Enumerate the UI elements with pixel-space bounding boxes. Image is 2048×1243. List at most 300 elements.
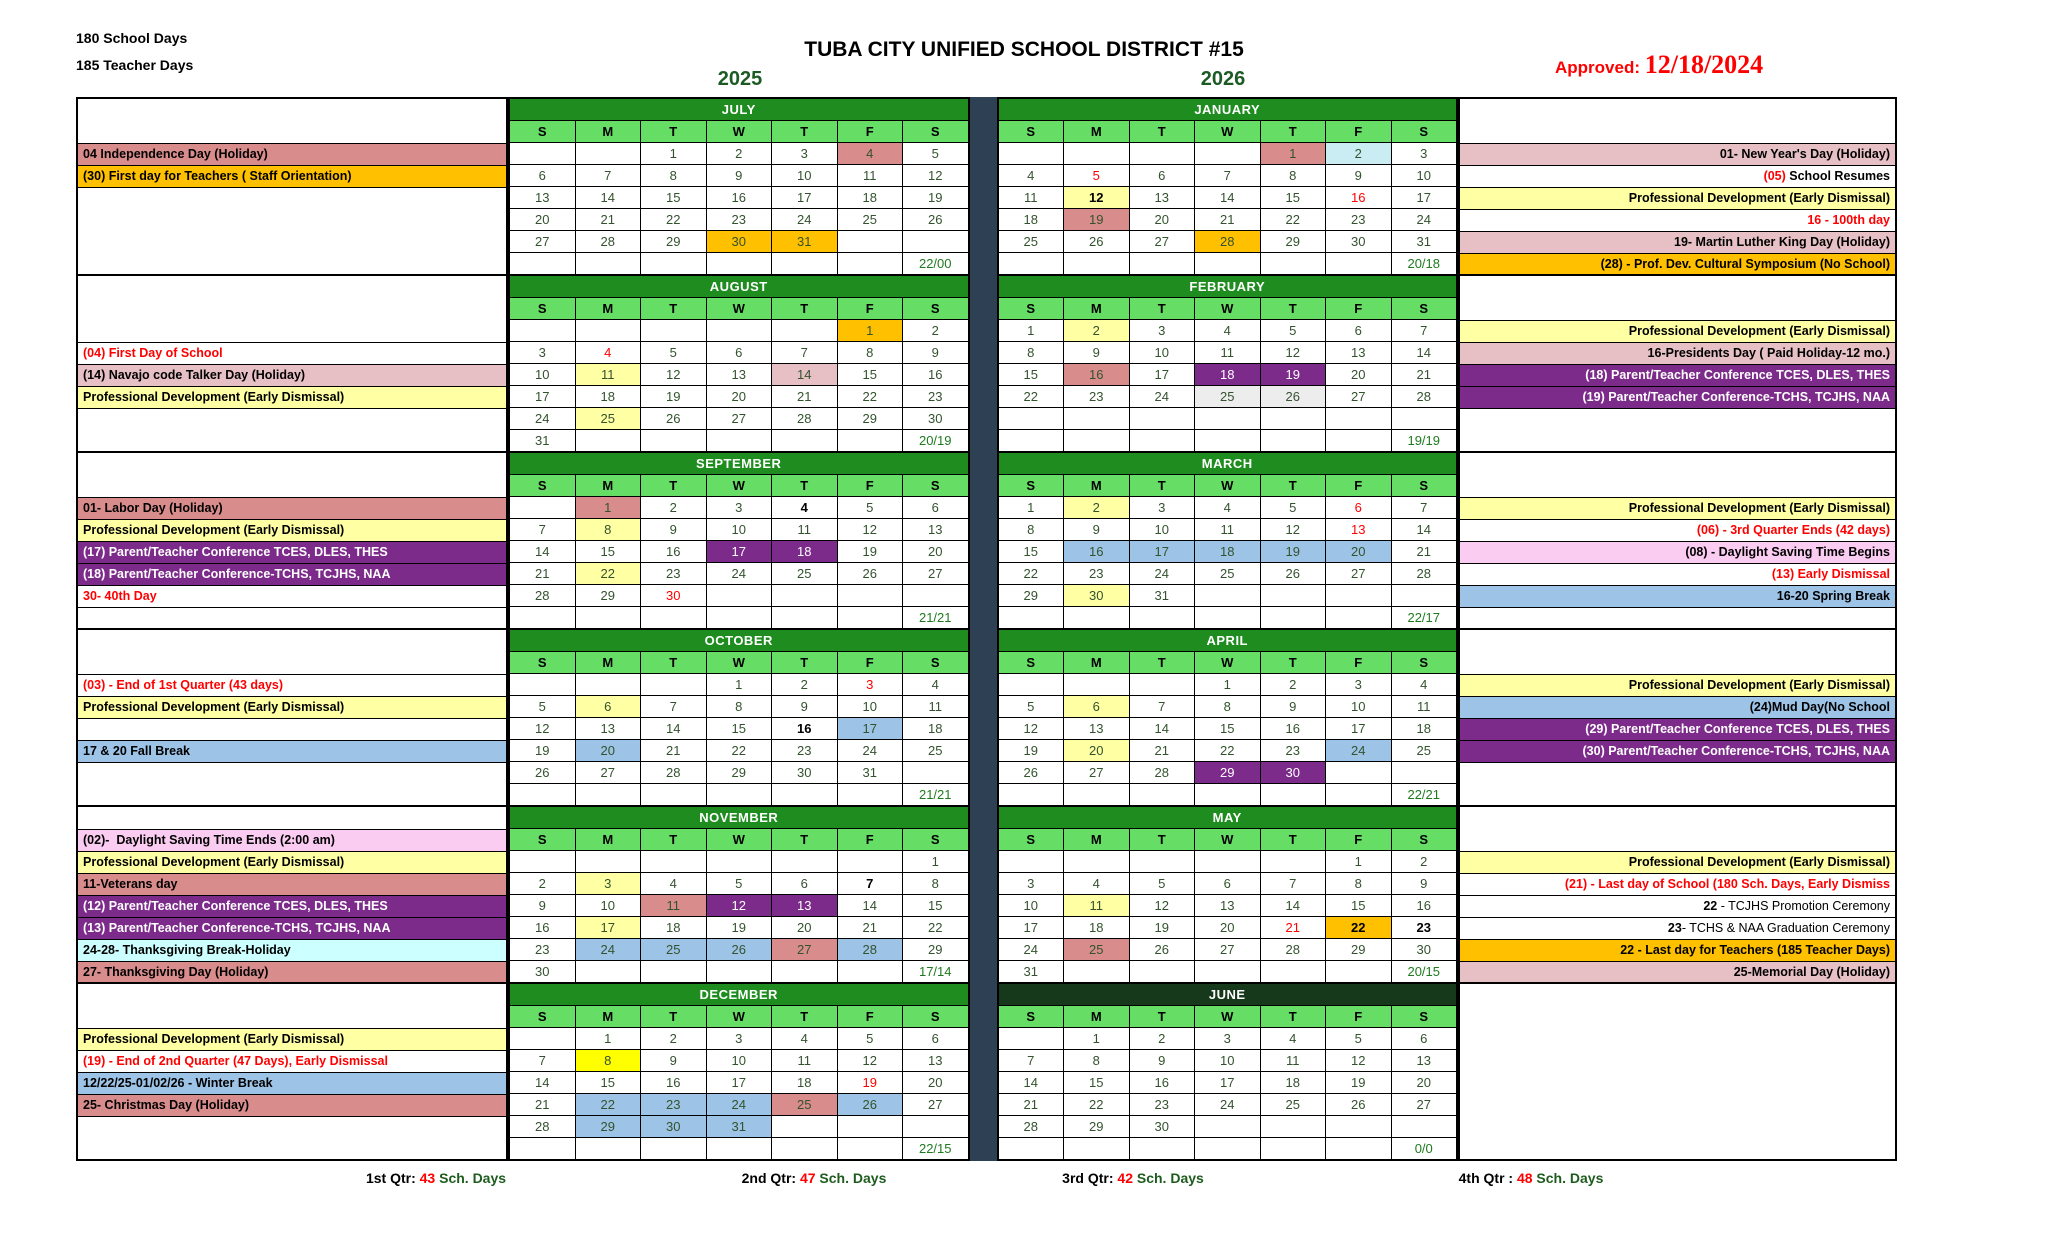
day-cell: 14	[641, 718, 706, 739]
day-cell	[1130, 607, 1195, 628]
month-title-may: MAY	[999, 807, 1457, 828]
annotation	[78, 519, 506, 542]
day-cell: 31	[772, 231, 837, 252]
weekday-header: S	[999, 475, 1064, 496]
center-divider	[970, 982, 997, 1161]
day-cell: 30	[772, 762, 837, 783]
annotation	[78, 1072, 506, 1095]
annotation	[1460, 364, 1895, 387]
day-cell: 22	[903, 917, 968, 938]
annotation-text: (13) Early Dismissal	[1771, 567, 1890, 581]
annotation	[78, 585, 506, 608]
day-cell: 11	[1392, 696, 1457, 717]
annotation	[78, 1028, 506, 1051]
month-title-december: DECEMBER	[510, 984, 968, 1005]
day-cell	[903, 762, 968, 783]
day-cell: 8	[903, 873, 968, 894]
day-cell	[1195, 607, 1260, 628]
weekday-header: S	[903, 121, 968, 142]
month-title-october: OCTOBER	[510, 630, 968, 651]
day-cell	[641, 430, 706, 451]
annotation-text: Professional Development (Early Dismissal)	[1628, 191, 1890, 205]
right-annotation-column	[1458, 805, 1897, 984]
day-cell: 27	[1195, 939, 1260, 960]
weekday-header: S	[510, 829, 575, 850]
day-cell: 23	[641, 563, 706, 584]
day-cell: 21	[510, 1094, 575, 1115]
annotation-text: (28) - Prof. Dev. Cultural Symposium (No School)	[1600, 257, 1890, 271]
day-cell: 11	[576, 364, 641, 385]
annotation	[1460, 187, 1895, 210]
day-cell: 9	[903, 342, 968, 363]
day-cell: 15	[1326, 895, 1391, 916]
month-total: 21/21	[903, 607, 968, 628]
day-cell: 16	[1261, 718, 1326, 739]
annotation	[78, 873, 506, 896]
weekday-header: F	[1326, 829, 1391, 850]
day-cell	[772, 430, 837, 451]
day-cell: 30	[1064, 585, 1129, 606]
day-cell: 6	[510, 165, 575, 186]
annotation-text: (14) Navajo code Talker Day (Holiday)	[83, 368, 306, 382]
day-cell: 27	[1392, 1094, 1457, 1115]
school-days-label: 180 School Days	[76, 30, 188, 46]
right-annotation-column	[1458, 274, 1897, 453]
day-cell: 5	[1064, 165, 1129, 186]
annotation-text: - TCJHS Promotion Ceremony	[1717, 899, 1890, 913]
day-cell: 22	[576, 563, 641, 584]
day-cell: 15	[707, 718, 772, 739]
day-cell: 5	[838, 497, 903, 518]
day-cell: 12	[1261, 519, 1326, 540]
month-total: 17/14	[903, 961, 968, 982]
day-cell	[1261, 607, 1326, 628]
annotation	[78, 497, 506, 520]
annotation-text: - TCHS & NAA Graduation Ceremony	[1681, 921, 1890, 935]
annotation-text: 27- Thanksgiving Day (Holiday)	[83, 965, 269, 979]
weekday-header: S	[999, 1006, 1064, 1027]
day-cell: 1	[641, 143, 706, 164]
annotation	[78, 364, 506, 387]
annotation-text: 22	[1703, 899, 1718, 913]
annotation	[1460, 851, 1895, 874]
day-cell: 15	[576, 1072, 641, 1093]
annotation-text: 11-Veterans day	[83, 877, 178, 891]
day-cell: 22	[1261, 209, 1326, 230]
day-cell	[999, 430, 1064, 451]
annotation	[1460, 541, 1895, 564]
day-cell: 9	[510, 895, 575, 916]
calendar-block	[76, 628, 1897, 807]
day-cell: 20	[1064, 740, 1129, 761]
month-total: 0/0	[1392, 1138, 1457, 1159]
annotation	[1460, 740, 1895, 763]
day-cell: 24	[1130, 563, 1195, 584]
weekday-header: M	[1064, 475, 1129, 496]
day-cell	[707, 607, 772, 628]
day-cell: 5	[903, 143, 968, 164]
day-cell	[510, 1138, 575, 1159]
day-cell: 8	[1326, 873, 1391, 894]
day-cell: 25	[1195, 386, 1260, 407]
day-cell: 26	[1261, 563, 1326, 584]
day-cell: 19	[903, 187, 968, 208]
annotation	[1460, 253, 1895, 276]
day-cell	[1195, 143, 1260, 164]
day-cell: 29	[1326, 939, 1391, 960]
day-cell: 17	[576, 917, 641, 938]
day-cell: 23	[903, 386, 968, 407]
day-cell: 18	[772, 541, 837, 562]
day-cell	[838, 851, 903, 872]
day-cell	[1326, 408, 1391, 429]
day-cell: 2	[1326, 143, 1391, 164]
year-left: 2025	[717, 68, 763, 90]
annotation-text: (30) Parent/Teacher Conference-TCHS, TCJHS, NAA	[1582, 744, 1890, 758]
day-cell	[999, 408, 1064, 429]
day-cell: 10	[707, 519, 772, 540]
quarter-total: 3rd Qtr: 42 Sch. Days	[1062, 1170, 1204, 1186]
day-cell: 9	[1326, 165, 1391, 186]
day-cell	[1392, 762, 1457, 783]
weekday-header: S	[903, 652, 968, 673]
day-cell: 9	[1392, 873, 1457, 894]
day-cell: 19	[1130, 917, 1195, 938]
day-cell	[641, 961, 706, 982]
day-cell: 1	[1195, 674, 1260, 695]
day-cell: 18	[999, 209, 1064, 230]
annotation	[78, 740, 506, 763]
day-cell: 18	[838, 187, 903, 208]
annotation-text: Professional Development (Early Dismissal)	[83, 700, 345, 714]
annotation-text: (05)	[1763, 169, 1786, 183]
day-cell	[1261, 851, 1326, 872]
month-december	[508, 982, 970, 1161]
annotation	[78, 165, 506, 188]
day-cell: 26	[838, 563, 903, 584]
day-cell: 25	[772, 563, 837, 584]
annotation-text: (29) Parent/Teacher Conference TCES, DLES, THES	[1585, 722, 1890, 736]
day-cell: 14	[510, 1072, 575, 1093]
weekday-header: W	[707, 829, 772, 850]
day-cell: 28	[999, 1116, 1064, 1137]
page-title: TUBA CITY UNIFIED SCHOOL DISTRICT #15	[804, 38, 1244, 61]
day-cell: 21	[772, 386, 837, 407]
day-cell: 26	[838, 1094, 903, 1115]
day-cell: 22	[641, 209, 706, 230]
day-cell: 3	[1195, 1028, 1260, 1049]
annotation	[1460, 917, 1895, 940]
day-cell: 30	[1326, 231, 1391, 252]
annotation-text: (21) - Last day of School (180 Sch. Days, Early Dismiss	[1564, 877, 1890, 891]
day-cell: 21	[1195, 209, 1260, 230]
day-cell: 21	[510, 563, 575, 584]
weekday-header: W	[1195, 829, 1260, 850]
day-cell	[772, 961, 837, 982]
month-total: 20/18	[1392, 253, 1457, 274]
day-cell: 23	[1261, 740, 1326, 761]
annotation	[78, 961, 506, 984]
weekday-header: S	[903, 475, 968, 496]
day-cell: 25	[1261, 1094, 1326, 1115]
day-cell: 13	[1392, 1050, 1457, 1071]
day-cell: 7	[510, 519, 575, 540]
day-cell: 6	[1130, 165, 1195, 186]
day-cell: 16	[1064, 364, 1129, 385]
day-cell: 19	[1261, 541, 1326, 562]
day-cell	[838, 784, 903, 805]
day-cell: 4	[1195, 497, 1260, 518]
annotation-text: Professional Development (Early Dismissal)	[83, 1032, 345, 1046]
day-cell	[1195, 253, 1260, 274]
day-cell: 7	[576, 165, 641, 186]
day-cell: 19	[510, 740, 575, 761]
day-cell: 16	[510, 917, 575, 938]
annotation	[78, 851, 506, 874]
day-cell: 8	[576, 1050, 641, 1071]
day-cell	[576, 1138, 641, 1159]
weekday-header: T	[1261, 652, 1326, 673]
day-cell: 29	[576, 585, 641, 606]
day-cell: 10	[576, 895, 641, 916]
day-cell	[1195, 430, 1260, 451]
annotation	[78, 674, 506, 697]
center-divider	[970, 274, 997, 453]
annotation	[78, 829, 506, 852]
day-cell	[772, 784, 837, 805]
day-cell: 14	[1130, 718, 1195, 739]
annotation-text: 16 - 100th day	[1807, 213, 1890, 227]
month-april	[997, 628, 1459, 807]
day-cell: 29	[838, 408, 903, 429]
right-annotation-column	[1458, 982, 1897, 1161]
day-cell: 31	[1392, 231, 1457, 252]
day-cell: 24	[576, 939, 641, 960]
day-cell: 8	[641, 165, 706, 186]
annotation-text: Professional Development (Early Dismissal)	[1628, 501, 1890, 515]
day-cell: 10	[1130, 519, 1195, 540]
day-cell	[510, 253, 575, 274]
day-cell: 9	[772, 696, 837, 717]
day-cell	[772, 851, 837, 872]
annotation-text: (04) First Day of School	[83, 346, 223, 360]
day-cell: 19	[999, 740, 1064, 761]
annotation-text: (19) - End of 2nd Quarter (47 Days), Early Dismissal	[83, 1054, 388, 1068]
day-cell: 26	[1064, 231, 1129, 252]
day-cell	[510, 784, 575, 805]
day-cell	[707, 585, 772, 606]
annotation-text: 25- Christmas Day (Holiday)	[83, 1098, 250, 1112]
day-cell: 15	[999, 364, 1064, 385]
day-cell: 9	[1064, 519, 1129, 540]
weekday-header: S	[999, 652, 1064, 673]
day-cell: 14	[1261, 895, 1326, 916]
day-cell	[838, 607, 903, 628]
approved-stamp	[1555, 50, 1763, 80]
annotation	[78, 386, 506, 409]
day-cell: 21	[999, 1094, 1064, 1115]
day-cell	[641, 851, 706, 872]
day-cell: 12	[707, 895, 772, 916]
month-total: 21/21	[903, 784, 968, 805]
day-cell	[576, 961, 641, 982]
day-cell: 2	[1064, 497, 1129, 518]
day-cell: 19	[1261, 364, 1326, 385]
day-cell	[1064, 253, 1129, 274]
annotation	[78, 1050, 506, 1073]
day-cell: 17	[707, 541, 772, 562]
day-cell	[576, 607, 641, 628]
day-cell	[1261, 408, 1326, 429]
day-cell	[1261, 784, 1326, 805]
day-cell: 9	[1261, 696, 1326, 717]
weekday-header: S	[510, 1006, 575, 1027]
day-cell: 13	[707, 364, 772, 385]
day-cell: 8	[999, 342, 1064, 363]
day-cell: 6	[1064, 696, 1129, 717]
day-cell: 2	[903, 320, 968, 341]
day-cell: 13	[1130, 187, 1195, 208]
day-cell: 24	[772, 209, 837, 230]
day-cell: 4	[838, 143, 903, 164]
day-cell: 4	[772, 497, 837, 518]
weekday-header: F	[838, 652, 903, 673]
weekday-header: F	[838, 829, 903, 850]
left-annotation-column	[76, 628, 508, 807]
weekday-header: M	[576, 652, 641, 673]
day-cell: 11	[641, 895, 706, 916]
day-cell: 14	[772, 364, 837, 385]
day-cell: 20	[1326, 364, 1391, 385]
weekday-header: T	[1261, 829, 1326, 850]
annotation	[78, 917, 506, 940]
day-cell: 15	[999, 541, 1064, 562]
annotation	[1460, 895, 1895, 918]
day-cell: 2	[1392, 851, 1457, 872]
weekday-header: T	[772, 121, 837, 142]
annotation-text: Professional Development (Early Dismissal)	[83, 390, 345, 404]
day-cell: 19	[707, 917, 772, 938]
month-january	[997, 97, 1459, 276]
weekday-header: T	[641, 298, 706, 319]
day-cell: 8	[1261, 165, 1326, 186]
weekday-header: S	[1392, 652, 1457, 673]
day-cell	[510, 607, 575, 628]
day-cell	[1064, 961, 1129, 982]
weekday-header: F	[838, 298, 903, 319]
day-cell: 8	[838, 342, 903, 363]
day-cell: 21	[1261, 917, 1326, 938]
day-cell: 16	[707, 187, 772, 208]
day-counts	[76, 30, 193, 84]
day-cell	[576, 253, 641, 274]
day-cell: 13	[903, 1050, 968, 1071]
day-cell	[999, 851, 1064, 872]
day-cell	[576, 851, 641, 872]
day-cell	[1261, 430, 1326, 451]
day-cell: 28	[838, 939, 903, 960]
day-cell: 20	[903, 1072, 968, 1093]
day-cell: 23	[1392, 917, 1457, 938]
annotation	[78, 143, 506, 166]
annotation	[1460, 231, 1895, 254]
weekday-header: T	[1130, 829, 1195, 850]
annotation	[1460, 209, 1895, 232]
weekday-header: T	[1261, 298, 1326, 319]
day-cell	[999, 1028, 1064, 1049]
day-cell	[1326, 430, 1391, 451]
day-cell: 31	[510, 430, 575, 451]
day-cell: 31	[1130, 585, 1195, 606]
month-total: 22/21	[1392, 784, 1457, 805]
day-cell: 16	[1130, 1072, 1195, 1093]
year-right: 2026	[1200, 68, 1246, 90]
day-cell: 16	[1392, 895, 1457, 916]
day-cell	[1064, 851, 1129, 872]
day-cell	[1326, 1116, 1391, 1137]
day-cell: 7	[999, 1050, 1064, 1071]
weekday-header: M	[1064, 121, 1129, 142]
day-cell	[772, 585, 837, 606]
day-cell	[999, 1138, 1064, 1159]
calendar-grid	[76, 97, 1897, 1161]
day-cell: 3	[838, 674, 903, 695]
day-cell	[999, 674, 1064, 695]
weekday-header: M	[1064, 1006, 1129, 1027]
day-cell: 11	[1064, 895, 1129, 916]
day-cell	[903, 1116, 968, 1137]
weekday-header: F	[1326, 475, 1391, 496]
weekday-header: T	[1130, 475, 1195, 496]
day-cell: 14	[1195, 187, 1260, 208]
annotation-text: (19) Parent/Teacher Conference-TCHS, TCJHS, NAA	[1582, 390, 1890, 404]
day-cell: 28	[772, 408, 837, 429]
weekday-header: W	[1195, 652, 1260, 673]
annotation	[1460, 320, 1895, 343]
day-cell	[510, 1028, 575, 1049]
annotation	[1460, 342, 1895, 365]
day-cell: 11	[772, 1050, 837, 1071]
day-cell: 21	[641, 740, 706, 761]
day-cell	[510, 851, 575, 872]
annotation	[1460, 718, 1895, 741]
day-cell: 23	[1064, 563, 1129, 584]
weekday-header: S	[510, 298, 575, 319]
day-cell: 2	[1064, 320, 1129, 341]
day-cell: 15	[576, 541, 641, 562]
day-cell: 24	[707, 1094, 772, 1115]
day-cell	[1261, 253, 1326, 274]
day-cell: 1	[903, 851, 968, 872]
day-cell: 7	[1392, 497, 1457, 518]
day-cell: 11	[1195, 342, 1260, 363]
annotation-text: 23	[1667, 921, 1682, 935]
day-cell: 19	[1064, 209, 1129, 230]
month-total: 22/15	[903, 1138, 968, 1159]
annotation-text: 12/22/25-01/02/26 - Winter Break	[83, 1076, 273, 1090]
day-cell: 2	[707, 143, 772, 164]
day-cell: 28	[510, 585, 575, 606]
annotation-text: 01- New Year's Day (Holiday)	[1719, 147, 1890, 161]
weekday-header: S	[510, 121, 575, 142]
day-cell: 23	[772, 740, 837, 761]
weekday-header: M	[576, 298, 641, 319]
day-cell	[641, 674, 706, 695]
day-cell: 13	[1326, 519, 1391, 540]
day-cell: 10	[1326, 696, 1391, 717]
calendar-block	[76, 805, 1897, 984]
day-cell: 30	[1392, 939, 1457, 960]
